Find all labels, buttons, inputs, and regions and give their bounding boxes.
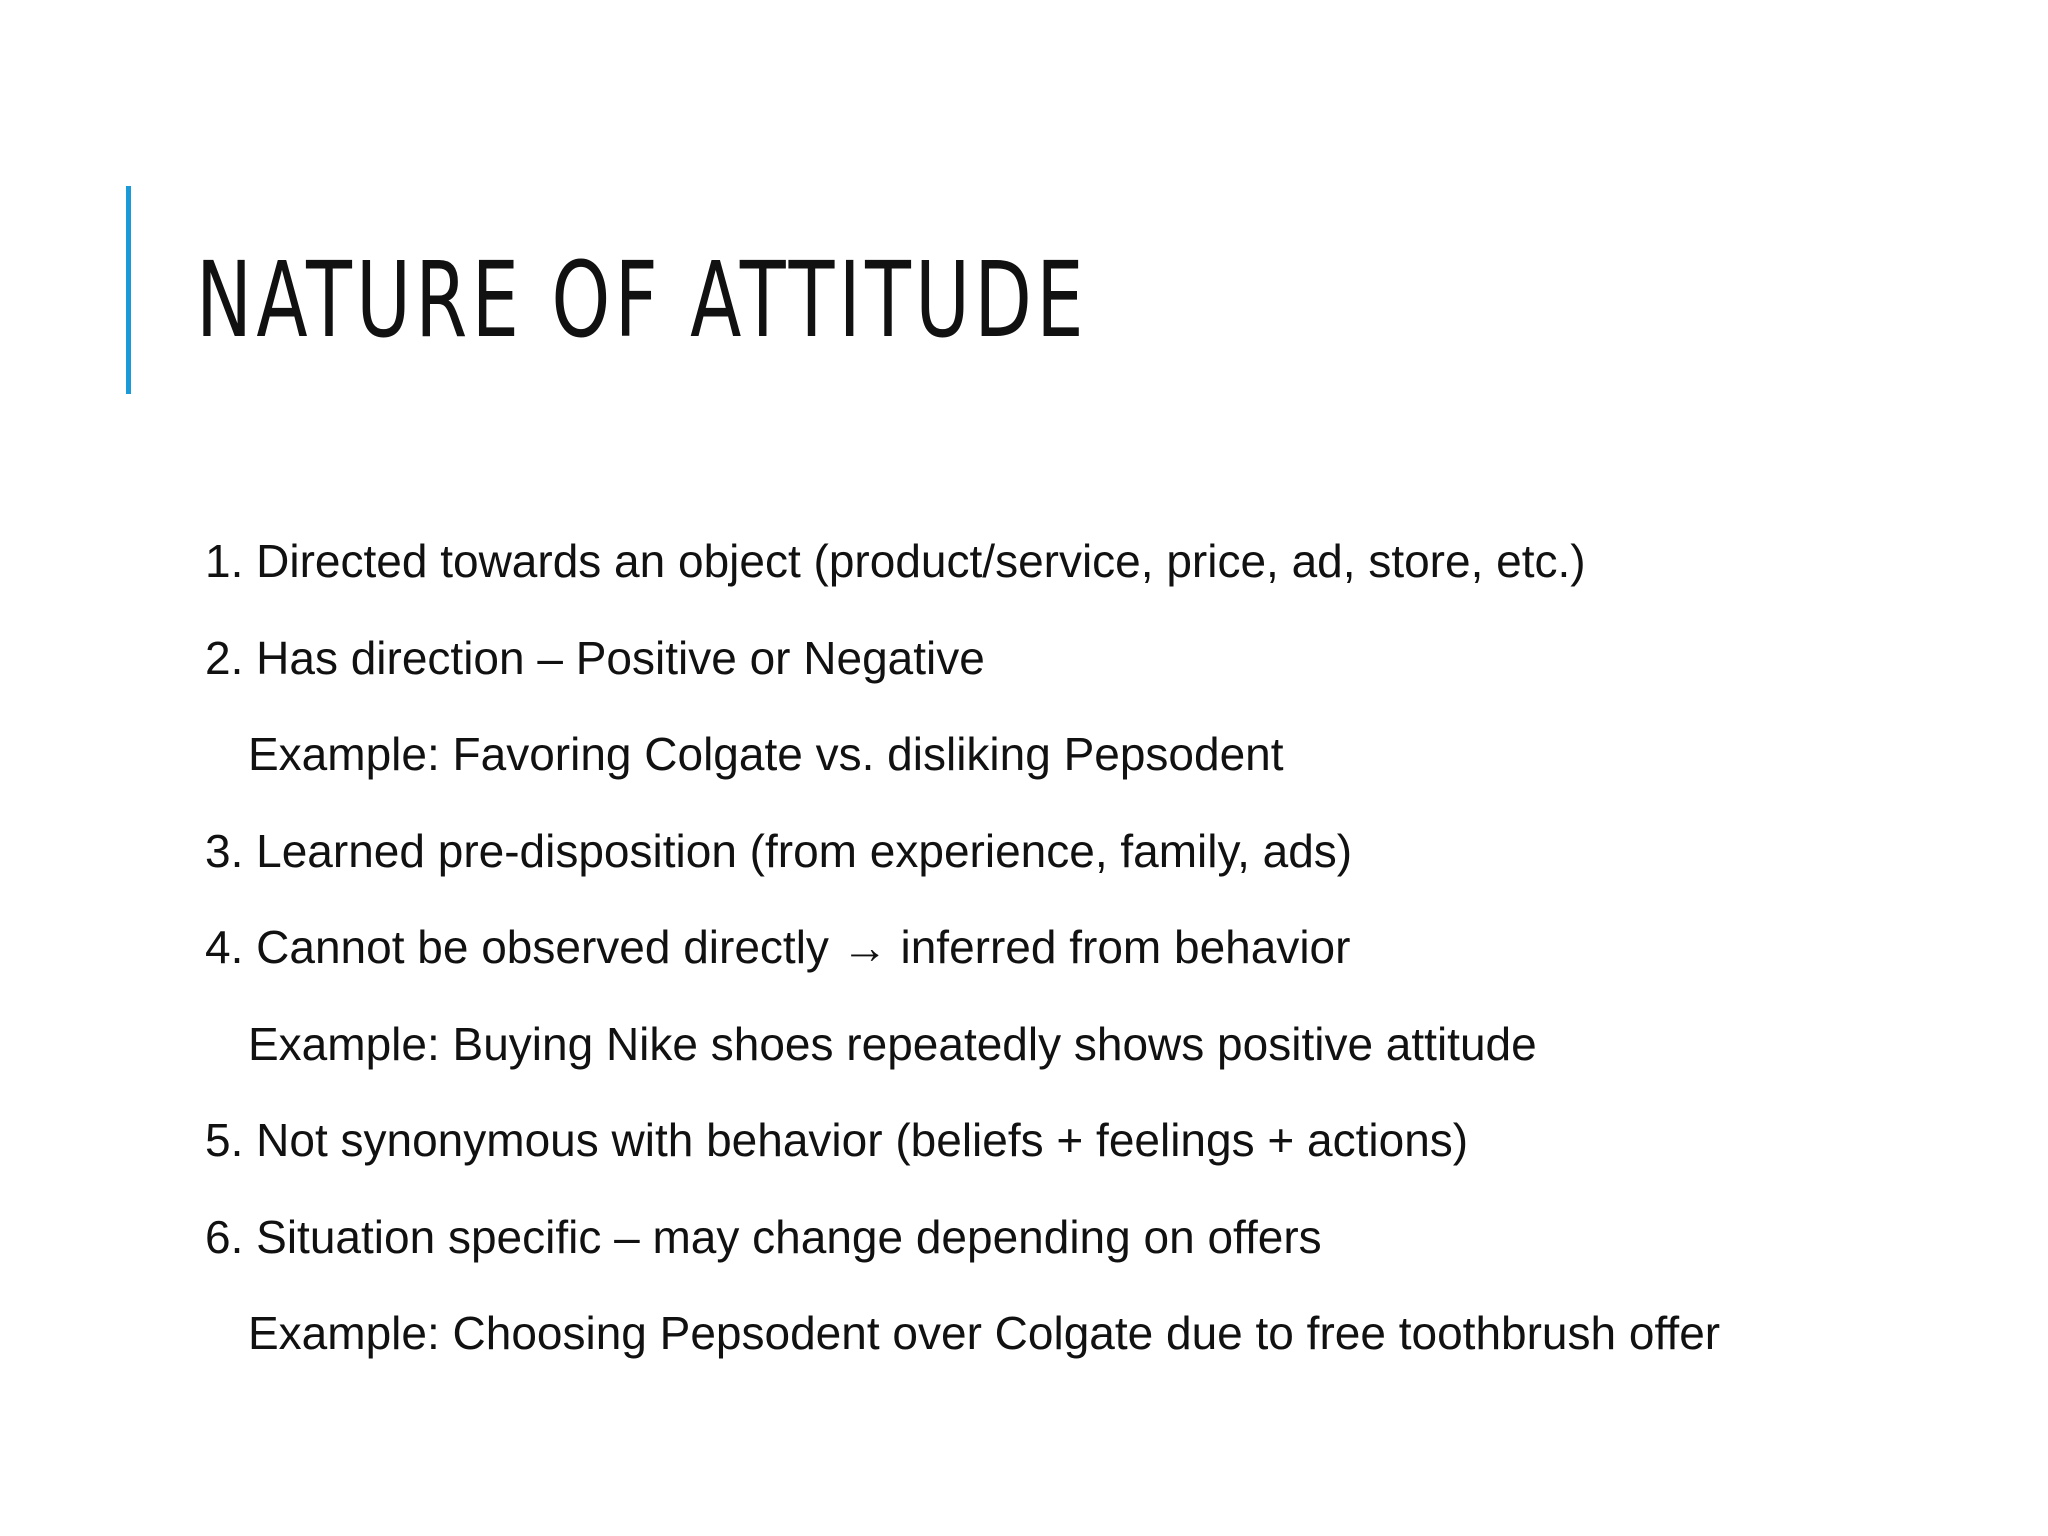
list-item-4: 4. Cannot be observed directly → inferred from behavior xyxy=(205,921,1351,973)
example-line-2: Example: Buying Nike shoes repeatedly shows positive attitude xyxy=(248,1017,1537,1070)
example-line-1: Example: Favoring Colgate vs. disliking Pepsodent xyxy=(248,728,1284,780)
list-item-3: 3. Learned pre-disposition (from experience, family, ads) xyxy=(205,824,1353,877)
list-item-1: 1. Directed towards an object (product/service, price, ad, store, etc.) xyxy=(205,535,1586,587)
list-item-5: 5. Not synonymous with behavior (beliefs + feelings + actions) xyxy=(205,1114,1469,1166)
list-item-2: 2. Has direction – Positive or Negative xyxy=(205,631,985,684)
content-list xyxy=(205,527,1720,1396)
example-line-3: Example: Choosing Pepsodent over Colgate due to free toothbrush offer xyxy=(248,1307,1721,1359)
title-accent-bar xyxy=(126,186,131,394)
slide-title: NATURE OF ATTITUDE xyxy=(196,239,1088,361)
list-item-6: 6. Situation specific – may change depending on offers xyxy=(205,1210,1322,1263)
